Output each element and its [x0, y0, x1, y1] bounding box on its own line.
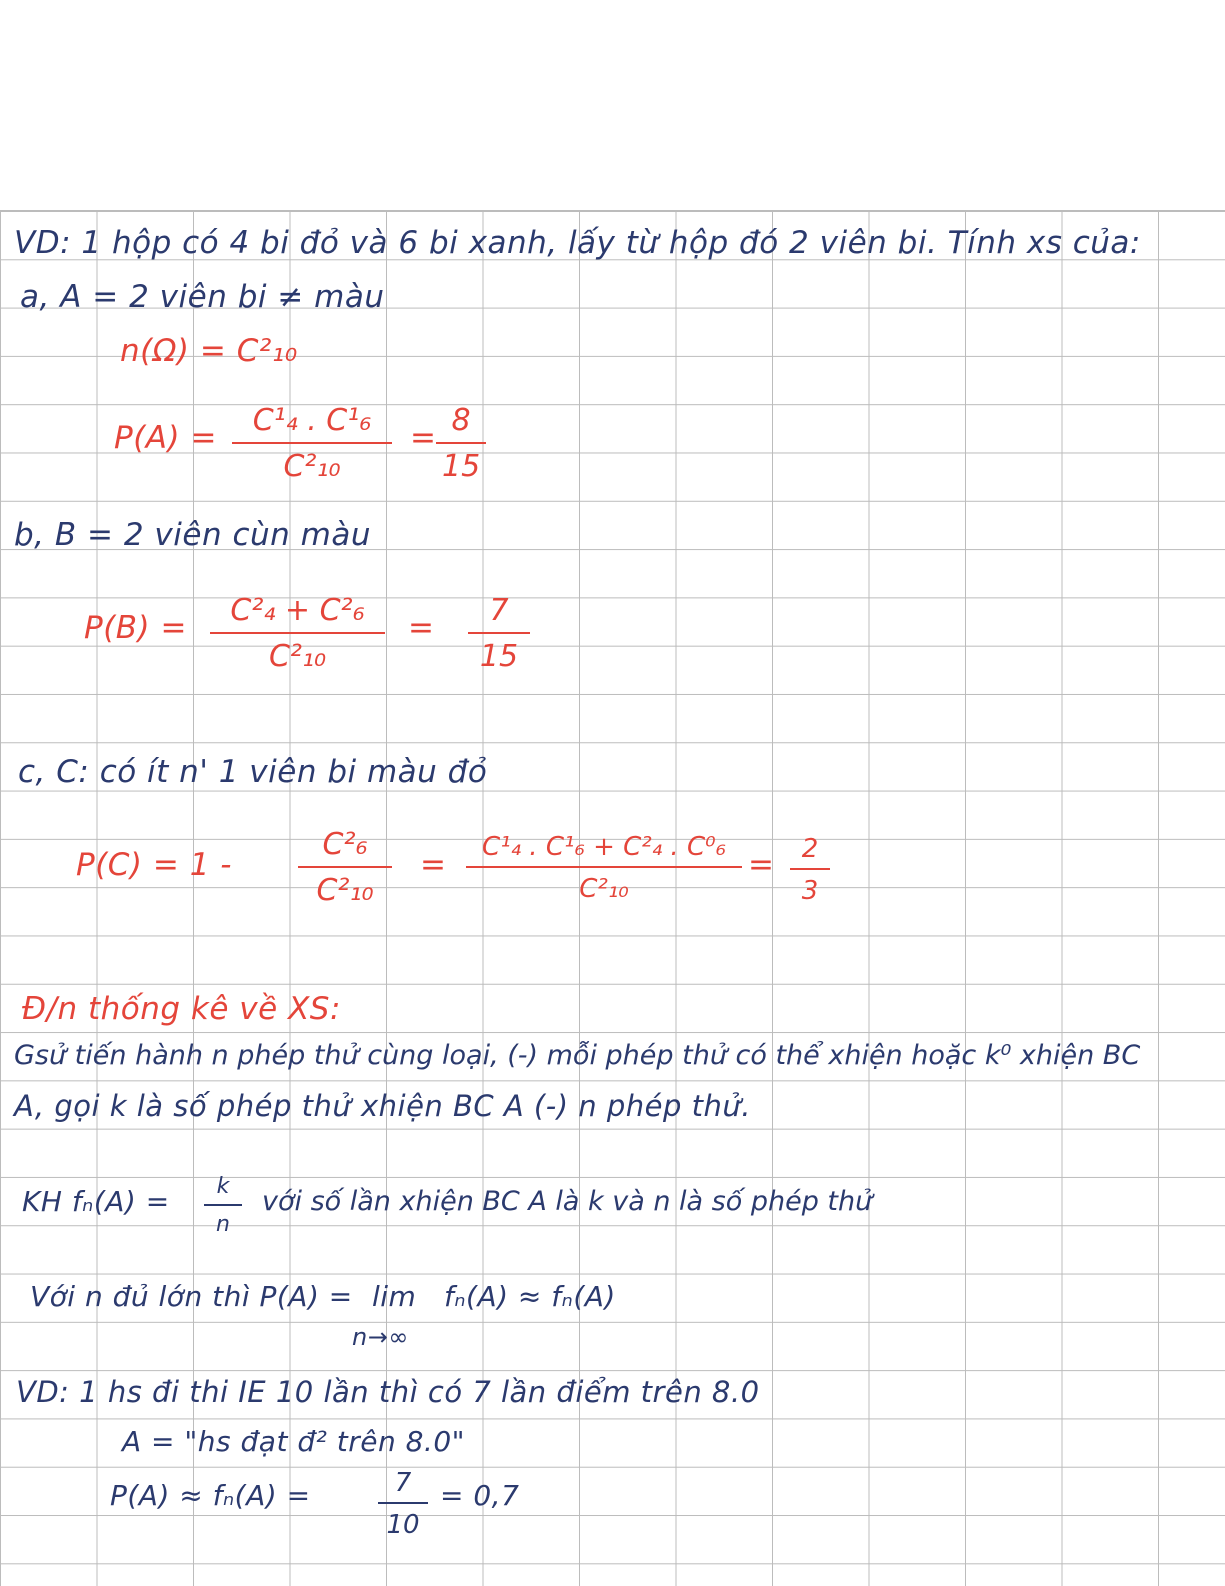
- pb-result-numerator: 7: [489, 593, 509, 628]
- definition-paragraph-line-1: Gsử tiến hành n phép thử cùng loại, (-) mỗi phép thử có thể xhiện hoặc k⁰ xhiện BC: [14, 1040, 1141, 1071]
- pb-result: [468, 593, 530, 674]
- pc-lhs: P(C) = 1 -: [76, 847, 232, 883]
- pc-fraction-2-numerator: C¹₄ . C¹₆ + C²₄ . C⁰₆: [482, 832, 726, 862]
- pb-equals: =: [408, 610, 435, 646]
- event-a-definition: A = "hs đạt đ² trên 8.0": [122, 1425, 466, 1458]
- pa-numerator: C¹₄ . C¹₆: [252, 403, 372, 438]
- part-c-definition: c, C: có ít n' 1 viên bi màu đỏ: [18, 754, 488, 790]
- pa-equals: =: [410, 420, 437, 456]
- pc-equals-2: =: [748, 847, 775, 883]
- pc-result: [790, 836, 830, 904]
- limit-approximation: fₙ(A) ≈ fₙ(A): [444, 1280, 616, 1313]
- limit-subscript: n→∞: [352, 1323, 409, 1351]
- example-1-statement: VD: 1 hộp có 4 bi đỏ và 6 bi xanh, lấy từ hộp đó 2 viên bi. Tính xs của:: [14, 225, 1141, 261]
- pc-equals-1: =: [420, 847, 447, 883]
- sample-space-size: n(Ω) = C²₁₀: [120, 333, 298, 369]
- pc-result-numerator: 2: [801, 834, 819, 864]
- example-2-statement: VD: 1 hs đi thi IE 10 lần thì có 7 lần điểm trên 8.0: [16, 1375, 760, 1409]
- part-b-definition: b, B = 2 viên cùn màu: [14, 517, 371, 553]
- section-heading: Đ/n thống kê về XS:: [22, 991, 341, 1027]
- pa-result-denominator: 15: [442, 449, 481, 484]
- pa2-numerator: 7: [394, 1468, 412, 1498]
- pc-result-denominator: 3: [801, 876, 819, 906]
- pa-lhs: P(A) =: [114, 420, 217, 456]
- limit-word: lim: [372, 1280, 417, 1313]
- frequency-denominator: n: [216, 1212, 230, 1237]
- pa2-lhs: P(A) ≈ fₙ(A) =: [110, 1479, 311, 1512]
- pb-numerator: C²₄ + C²₆: [230, 593, 365, 628]
- pa-result: [436, 403, 486, 484]
- pc-fraction-1: [298, 827, 392, 908]
- frequency-explanation: với số lần xhiện BC A là k và n là số phép thử: [262, 1186, 873, 1217]
- pc-fraction-2: [466, 834, 742, 902]
- pc-fraction-1-denominator: C²₁₀: [316, 873, 374, 908]
- pb-result-denominator: 15: [479, 639, 519, 674]
- frequency-notation: KH fₙ(A) =: [22, 1185, 170, 1218]
- pb-lhs: P(B) =: [84, 610, 187, 646]
- definition-paragraph-line-2: A, gọi k là số phép thử xhiện BC A (-) n phép thử.: [14, 1089, 751, 1123]
- pc-fraction-1-numerator: C²₆: [322, 827, 368, 862]
- pa-result-numerator: 8: [451, 403, 471, 438]
- pa2-denominator: 10: [386, 1510, 420, 1540]
- pa-fraction: [232, 403, 392, 484]
- pc-fraction-2-denominator: C²₁₀: [579, 874, 629, 904]
- pb-fraction: [210, 593, 385, 674]
- frequency-fraction: [204, 1176, 242, 1236]
- pb-denominator: C²₁₀: [268, 639, 327, 674]
- frequency-numerator: k: [216, 1174, 230, 1199]
- part-a-definition: a, A = 2 viên bi ≠ màu: [20, 279, 385, 315]
- limit-statement: Với n đủ lớn thì P(A) =: [30, 1280, 353, 1313]
- pa-denominator: C²₁₀: [283, 449, 341, 484]
- pa2-result: = 0,7: [440, 1479, 520, 1512]
- pa2-fraction: [378, 1470, 428, 1538]
